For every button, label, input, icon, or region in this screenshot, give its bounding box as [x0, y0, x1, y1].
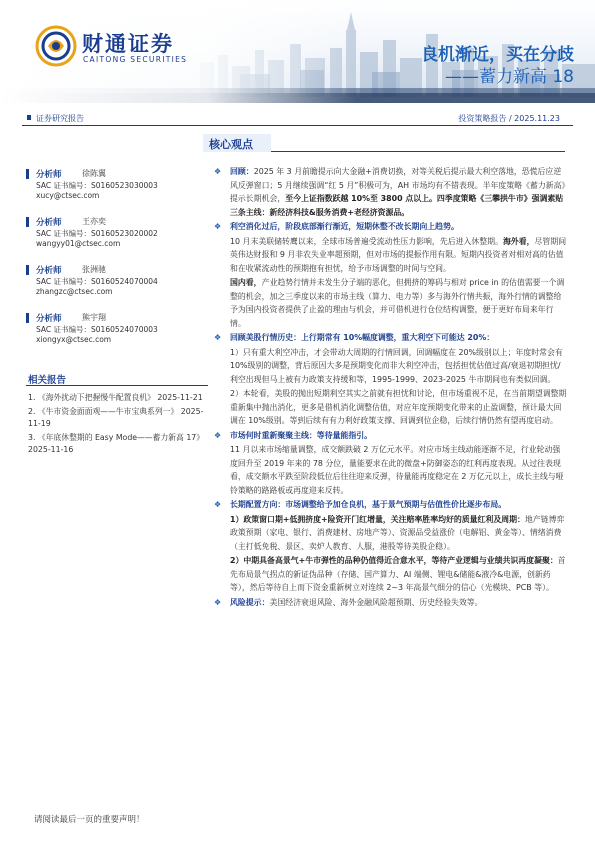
review-paragraph: ❖ 回顾：2025 年 3 月前瞻提示向大金融+消费切换，对等关税后提示最大利空落地，恐慌后应逆风反弹窗口；5 月继续强调“红 5 月”积极可为，AH 市场均有不错表现。半年度策略《蓄力新高》提示长期机会，至今上证指数跃越 10%至 3800 点以上。四季度策略《三攀拱牛市》强调素贴三条主线：新经济科技&服务消费+老经济资源品。	[214, 167, 566, 217]
risk-warning: ❖ 风险提示：美国经济衰退风险、海外金融风险超预期、历史经验失效等。	[214, 596, 568, 610]
report-meta-bar	[22, 112, 573, 126]
related-report-link[interactable]: 2. 《牛市资金面面观——牛市宝典系列一》 2025-11-19	[28, 406, 204, 428]
caitong-logo	[34, 24, 188, 70]
body-paragraph: 10 月末美联储转鹰以来，全球市场普遍受流动性压力影响，先后进入休整期。海外看，尽管期间英伟达财报和 9 月非农失业率超预期，但对市场的提振作用有限。短期内投资者对相对高的估值和在收紧流动性的预期抱有担忧，给予市场调整的时间与空间。	[230, 236, 567, 273]
analyst-role: 分析师	[36, 170, 62, 180]
analyst-email[interactable]: wangyy01@ctsec.com	[36, 239, 121, 248]
core-views-body	[214, 165, 568, 610]
body-paragraph: 1）政策窗口期+低拥挤度+险资开门红增量，关注赔率胜率均好的质量红利及周期：地产链博弈政策预期（家电、银行、消费建材、房地产等）、资源品受益涨价（电解铝、黄金等）、情绪消费（主打低免税、景区、卖炉人教育、人服，港股等待美股企稳）。	[230, 514, 565, 551]
related-reports	[26, 372, 208, 458]
analyst-card	[36, 168, 186, 202]
analyst-name: 徐陈翼	[82, 169, 106, 178]
analyst-email[interactable]: xiongyx@ctsec.com	[36, 335, 112, 344]
market-theme-heading: ❖ 市场何时重新聚聚主线：等待量能指引。	[214, 429, 568, 443]
analyst-cert: SAC 证书编号：S0160524070003	[36, 325, 158, 334]
report-category-date: 投资策略报告 / 2025.11.23	[458, 114, 560, 123]
analyst-email[interactable]: xucy@ctsec.com	[36, 191, 100, 200]
bullet-diamond-icon: ❖	[214, 500, 222, 509]
related-reports-list	[26, 392, 208, 457]
bullet-diamond-icon: ❖	[214, 333, 222, 342]
analyst-card	[36, 216, 186, 250]
analyst-name: 张洲驰	[82, 265, 106, 274]
analyst-cert: SAC 证书编号：S0160523030003	[36, 181, 158, 190]
analyst-role: 分析师	[36, 266, 62, 276]
analyst-card	[36, 264, 186, 298]
analyst-cert: SAC 证书编号：S0160524070004	[36, 277, 158, 286]
related-reports-title: 相关报告	[26, 372, 208, 386]
bullet-diamond-icon: ❖	[214, 597, 222, 607]
report-title: 良机渐近，买在分歧	[421, 45, 574, 65]
bullet-diamond-icon: ❖	[214, 167, 222, 176]
body-paragraph: 2）本轮看，美股的抛出短期利空其实之前就有担忧和讨论，但市场重视不足，在当前期望调整期重新集中抛出消化，更多是借机消化调整估值，对应年度预期变化带来的止盈调整，预计最大回调在 10%级别。等到后续有有力利好政策支撑、回调到位企稳，后续行情仍然有望再度启动。	[230, 389, 567, 425]
section-header	[203, 134, 565, 152]
bullet-diamond-icon: ❖	[214, 222, 222, 231]
allocation-heading: ❖ 长期配置方向：市场调整给予加仓良机，基于景气预期与估值性价比逐步布局。	[214, 498, 568, 512]
analyst-card	[36, 312, 186, 346]
analyst-email[interactable]: zhangzc@ctsec.com	[36, 287, 113, 296]
report-type-label: 证券研究报告	[36, 114, 84, 123]
analyst-name: 熊宇翔	[82, 313, 106, 322]
body-paragraph: 国内看，产业趋势行情并未发生分子端的恶化，但拥挤的筹码与相对 price in 的估值需要一个调整的机会，加之三季度以来的市场主线（算力、电力等）多与海外行情共振，海外行情的调整给予为国内投资者提供了止盈的理由与机会，并可借机进行仓位结构调整，便于更好布局来年行情。	[230, 278, 565, 328]
analyst-cert: SAC 证书编号：S0160523020002	[36, 229, 158, 238]
report-subtitle: ——蓄力新高 18	[444, 67, 574, 87]
body-paragraph: 2）中期具备高景气+牛市弹性的品种仍值得近合意水平，等待产业逻辑与业绩共识再度凝聚：首先布局景气拐点的新证伪品种（存储、国产算力、AI 端侧、锂电&储能&液冷&电源，创新药等），然后等待自上而下资金重新树立对连续 2~3 年高景气细分的信心（光模块、PCB 等）。	[230, 556, 566, 592]
bullet-diamond-icon: ❖	[214, 430, 222, 440]
bullish-heading: ❖ 利空消化过后，阶段底部渐行渐近，短期休整不改长期向上趋势。	[214, 220, 568, 234]
us-history-heading: ❖ 回顾美股行情历史：上行期常有 10%幅度调整，重大利空下可能达 20%：	[214, 331, 568, 345]
body-paragraph: 11 月以来市场缩量调整，成交额跌破 2 万亿元水平。对应市场主线动能逐渐不足，行业轮动强度回升至 2019 年来的 78 分位，量能要求在此的微盘+防御姿态的红利再度表现。从过往表现看，成交额水平跌至阶段低位后往往迎来反弹，待量能再度稳定在 2 万亿元以上，成长主线与哑铃策略的路路板或再度迎来反转。	[230, 445, 564, 495]
related-report-link[interactable]: 3. 《年底休整期的 Easy Mode——蓄力新高 17》 2025-11-16	[28, 432, 205, 454]
section-title: 核心观点	[209, 138, 253, 151]
logo-english-name: CAITONG SECURITIES	[83, 55, 188, 64]
body-paragraph: 1）只有重大利空冲击，才会带动大周期的行情回调，回调幅度在 20%级别以上；年度时常会有 10%级别的调整，背后原因大多是预期变化而非大利空冲击，包括担忧估值过高/衰退初期担忧/利空出现但马上被有力政策支持缓和等，1995-1999、2023-2025 牛市期间也有类似回调。	[230, 347, 563, 384]
analyst-name: 王亦奕	[82, 217, 106, 226]
logo-chinese-name: 财通证券	[82, 32, 174, 56]
report-header	[0, 0, 595, 103]
logo-mark-icon	[34, 24, 78, 68]
related-report-link[interactable]: 1. 《海外扰动下把握慢牛配置良机》 2025-11-21	[28, 393, 203, 402]
disclaimer-note: 请阅读最后一页的重要声明！	[34, 815, 145, 825]
analyst-role: 分析师	[36, 314, 62, 324]
analyst-role: 分析师	[36, 218, 62, 228]
